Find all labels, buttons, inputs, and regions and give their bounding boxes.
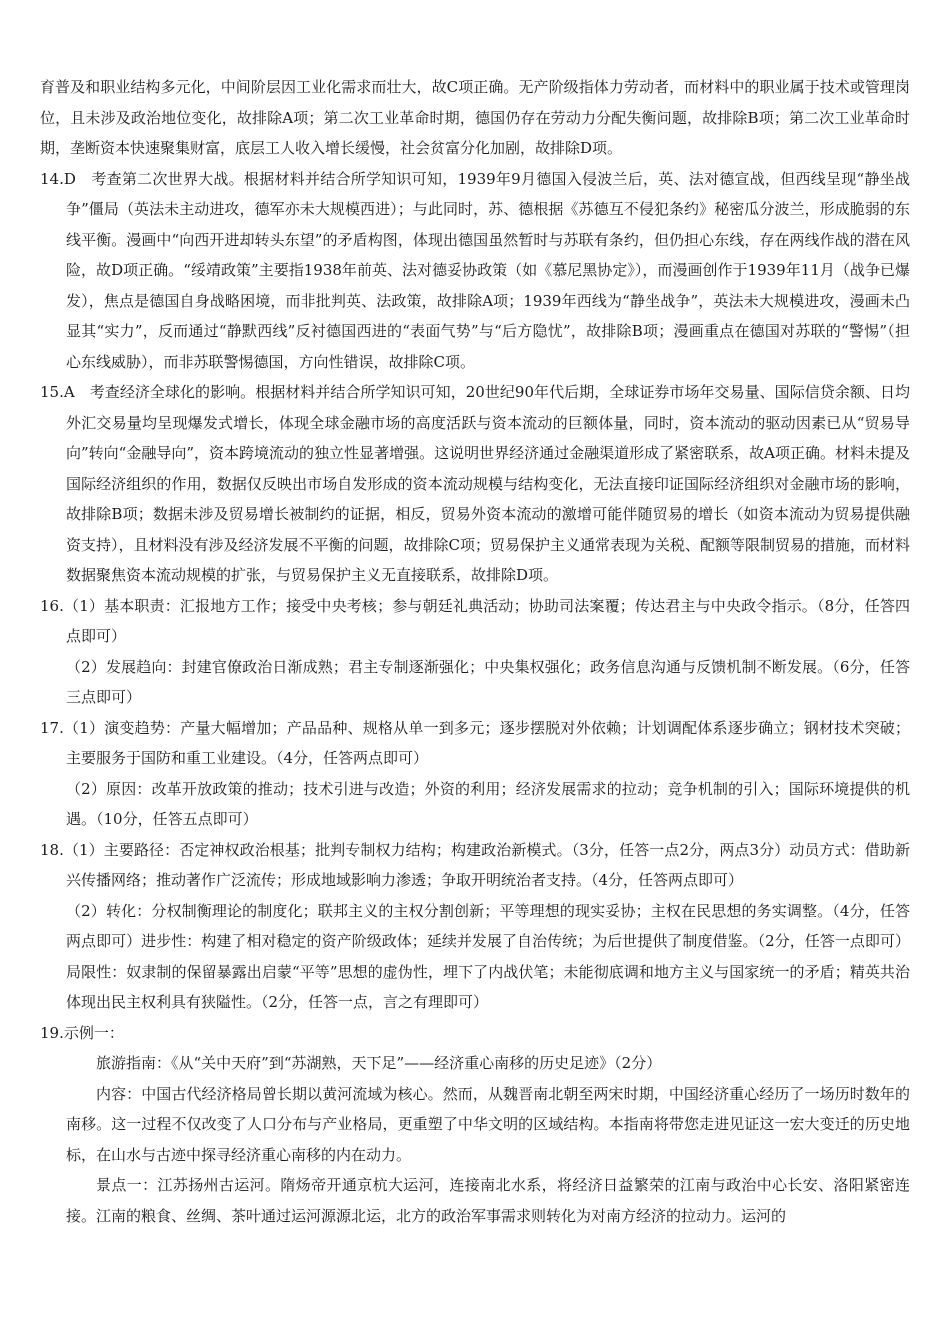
answer-17-part-2: （2）原因：改革开放政策的推动；技术引进与改造；外资的利用；经济发展需求的拉动；竞争机制的引入；国际环境提供的机遇。（10分，任答五点即可）: [66, 779, 910, 828]
answer-17-part-1: 17.（1）演变趋势：产量大幅增加；产品品种、规格从单一到多元；逐步摆脱对外依赖；计划调配体系逐步确立；钢材技术突破；主要服务于国防和重工业建设。（4分，任答两点即可）: [40, 718, 910, 767]
answer-14: 14.D 考查第二次世界大战。根据材料并结合所学知识可知，1939年9月德国入侵波兰后，英、法对德宣战，但西线呈现“静坐战争”僵局（英法未主动进攻，德军亦未大规模西进）；与此同时，苏、德根据《苏德互不侵犯条约》秘密瓜分波兰，形成脆弱的东线平衡。漫画中“向西开进却转头东望”的矛盾构图，体现出德国虽然暂时与苏联有条约，但仍担心东线，存在两线作战的潜在风险，故D项正确。“绥靖政策”主要指1938年前英、法对德妥协政策（如《慕尼黑协定》），而漫画创作于1939年11月（战争已爆发），焦点是德国自身战略困境，而非批判英、法政策，故排除A项；1939年西线为“静坐战争”，英法未大规模进攻，漫画未凸显其“实力”，反而通过“静默西线”反衬德国西进的“表面气势”与“后方隐忧”，故排除B项；漫画重点在德国对苏联的“警惕”（担心东线威胁），而非苏联警惕德国，方向性错误，故排除C项。: [40, 169, 910, 371]
answer-19-guide-title: 旅游指南：《从“关中天府”到“苏湖熟，天下足”——经济重心南移的历史足迹》（2分）: [96, 1054, 662, 1072]
answer-19-content: 内容：中国古代经济格局曾长期以黄河流域为核心。然而，从魏晋南北朝至两宋时期，中国经济重心经历了一场历时数年的南移。这一过程不仅改变了人口分布与产业格局，更重塑了中华文明的区域结构。本指南将带您走进见证这一宏大变迁的历史地标，在山水与古迹中探寻经济重心南移的内在动力。: [66, 1084, 910, 1164]
answer-19-site-1: 景点一：江苏扬州古运河。隋炀帝开通京杭大运河，连接南北水系，将经济日益繁荣的江南与政治中心长安、洛阳紧密连接。江南的粮食、丝绸、茶叶通过运河源源北运，北方的政治军事需求则转化为对南方经济的拉动力。运河的: [66, 1176, 910, 1225]
answer-18-part-1: 18.（1）主要路径：否定神权政治根基；批判专制权力结构；构建政治新模式。（3分，任答一点2分，两点3分）动员方式：借助新兴传播网络；推动著作广泛流传；形成地域影响力渗透；争取开明统治者支持。（4分，任答两点即可）: [40, 840, 910, 889]
answer-16-part-1: 16.（1）基本职责：汇报地方工作；接受中央考核；参与朝廷礼典活动；协助司法案覆；传达君主与中央政令指示。（8分，任答四点即可）: [40, 596, 910, 645]
answer-13-continued: 育普及和职业结构多元化，中间阶层因工业化需求而壮大，故C项正确。无产阶级指体力劳动者，而材料中的职业属于技术或管理岗位，且未涉及政治地位变化，故排除A项；第二次工业革命时期，德国仍存在劳动力分配失衡问题，故排除B项；第二次工业革命时期，垄断资本快速聚集财富，底层工人收入增长缓慢，社会贫富分化加剧，故排除D项。: [40, 78, 910, 157]
answer-19-heading: 19.示例一：: [40, 1023, 124, 1042]
answer-15: 15.A 考查经济全球化的影响。根据材料并结合所学知识可知，20世纪90年代后期，全球证券市场年交易量、国际信贷余额、日均外汇交易量均呈现爆发式增长，体现全球金融市场的高度活跃与资本流动的巨额体量，同时，资本流动的驱动因素已从“贸易导向”转向“金融导向”，资本跨境流动的独立性显著增强。这说明世界经济通过金融渠道形成了紧密联系，故A项正确。材料未提及国际经济组织的作用，数据仅反映出市场自发形成的资本流动规模与结构变化，无法直接印证国际经济组织对金融市场的影响，故排除B项；数据未涉及贸易增长被制约的证据，相反，贸易外资本流动的激增可能伴随贸易的增长（如资本流动为贸易提供融资支持），且材料没有涉及经济发展不平衡的问题，故排除C项；贸易保护主义通常表现为关税、配额等限制贸易的措施，而材料数据聚焦资本流动规模的扩张，与贸易保护主义无直接联系，故排除D项。: [40, 383, 910, 584]
answer-18-part-2: （2）转化：分权制衡理论的制度化；联邦主义的主权分割创新；平等理想的现实妥协；主权在民思想的务实调整。（4分，任答两点即可）进步性：构建了相对稳定的资产阶级政体；延续并发展了自治传统；为后世提供了制度借鉴。（2分，任答一点即可）局限性：奴隶制的保留暴露出启蒙“平等”思想的虚伪性，埋下了内战伏笔；未能彻底调和地方主义与国家统一的矛盾；精英共治体现出民主权利具有狭隘性。（2分，任答一点，言之有理即可）: [66, 901, 910, 1011]
answer-16-part-2: （2）发展趋向：封建官僚政治日渐成熟；君主专制逐渐强化；中央集权强化；政务信息沟通与反馈机制不断发展。（6分，任答三点即可）: [66, 657, 910, 706]
